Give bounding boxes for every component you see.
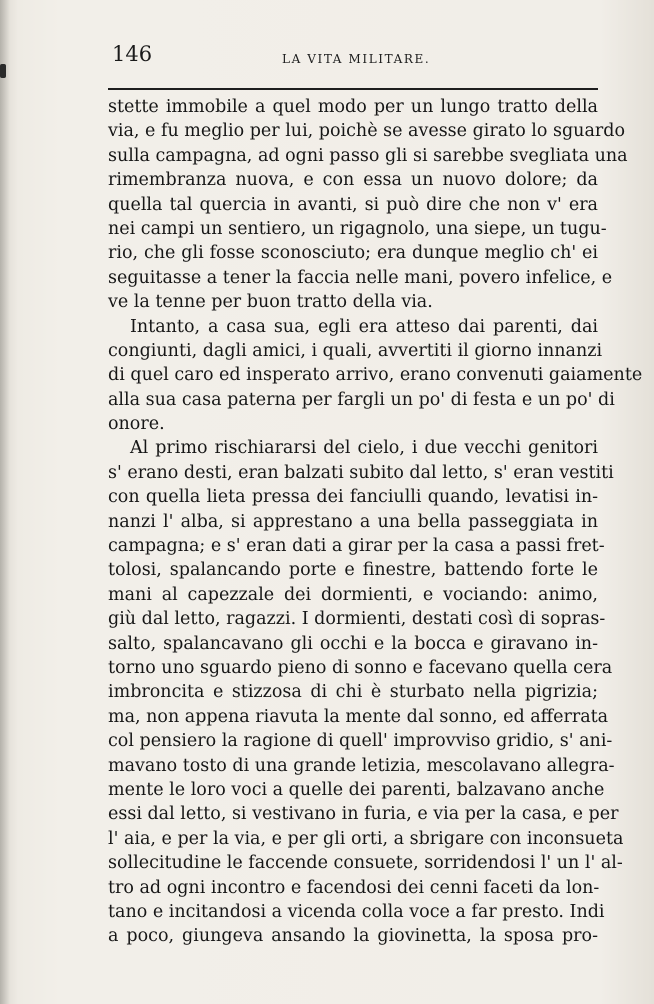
text-line: Al primo rischiararsi del cielo, i due vecchi genitori [130, 438, 598, 459]
text-line: con quella lieta pressa dei fanciulli quando, levatisi in- [108, 487, 598, 508]
text-line: ve la tenne per buon tratto della via. [108, 292, 433, 313]
text-line: stette immobile a quel modo per un lungo tratto della [108, 97, 598, 117]
text-line: congiunti, dagli amici, i quali, avvertiti il giorno innanzi [108, 340, 603, 361]
page-fold-shadow [0, 0, 10, 1004]
text-line: rimembranza nuova, e con essa un nuovo dolore; da [108, 170, 598, 191]
page-header [112, 40, 596, 70]
text-line: seguitasse a tener la faccia nelle mani, povero infelice, e [108, 267, 613, 288]
body-text [108, 95, 643, 949]
text-line: onore. [108, 414, 165, 435]
text-line: alla sua casa paterna per fargli un po' di festa e un po' di [108, 389, 615, 410]
text-line: tolosi, spalancando porte e finestre, battendo forte le [108, 560, 598, 581]
text-line: a poco, giungeva ansando la giovinetta, la sposa pro- [108, 926, 598, 947]
text-line: rio, che gli fosse sconosciuto; era dunque meglio ch' ei [108, 243, 598, 264]
text-line: salto, spalancavano gli occhi e la bocca e giravano in- [108, 633, 598, 654]
text-line: tano e incitandosi a vicenda colla voce a far presto. Indi [108, 901, 605, 922]
text-line: sulla campagna, ad ogni passo gli si sarebbe svegliata una [108, 145, 628, 166]
text-line: nanzi l' alba, si apprestano a una bella passeggiata in [108, 511, 598, 532]
text-line: imbroncita e stizzosa di chi è sturbato nella pigrizia; [108, 682, 598, 703]
text-line: col pensiero la ragione di quell' improvviso gridio, s' ani- [108, 731, 613, 752]
text-line: Intanto, a casa sua, egli era atteso dai parenti, dai [130, 316, 598, 337]
text-line: ma, non appena riavuta la mente dal sonno, ed afferrata [108, 706, 609, 727]
page-number: 146 [112, 42, 153, 66]
text-line: torno uno sguardo pieno di sonno e facevano quella cera [108, 657, 613, 678]
text-line: tro ad ogni incontro e facendosi dei cenni faceti da lon- [108, 877, 600, 898]
text-line: mavano tosto di una grande letizia, mescolavano allegra- [108, 755, 615, 776]
text-line: nei campi un sentiero, un rigagnolo, una siepe, un tugu- [108, 218, 607, 239]
text-line: essi dal letto, si vestivano in furia, e via per la casa, e per [108, 804, 619, 825]
text-line: di quel caro ed insperato arrivo, erano convenuti gaiamente [108, 365, 643, 386]
text-line: campagna; e s' eran dati a girar per la casa a passi fret- [108, 536, 605, 557]
text-line: s' erano desti, eran balzati subito dal letto, s' eran vestiti [108, 462, 614, 483]
running-title: LA VITA MILITARE. [282, 52, 431, 66]
text-line: l' aia, e per la via, e per gli orti, a sbrigare con inconsueta [108, 828, 624, 849]
text-line: mani al capezzale dei dormienti, e vociando: animo, [108, 584, 598, 605]
text-line: quella tal quercia in avanti, si può dire che non v' era [108, 194, 598, 215]
text-line: mente le loro voci a quelle dei parenti, balzavano anche [108, 779, 605, 800]
text-line: via, e fu meglio per lui, poichè se avesse girato lo sguardo [108, 121, 625, 142]
text-line: giù dal letto, ragazzi. I dormienti, destati così di sopras- [108, 609, 606, 630]
header-rule [108, 88, 598, 90]
text-line: sollecitudine le faccende consuete, sorridendosi l' un l' al- [108, 853, 623, 874]
page-edge-mark [0, 64, 6, 78]
